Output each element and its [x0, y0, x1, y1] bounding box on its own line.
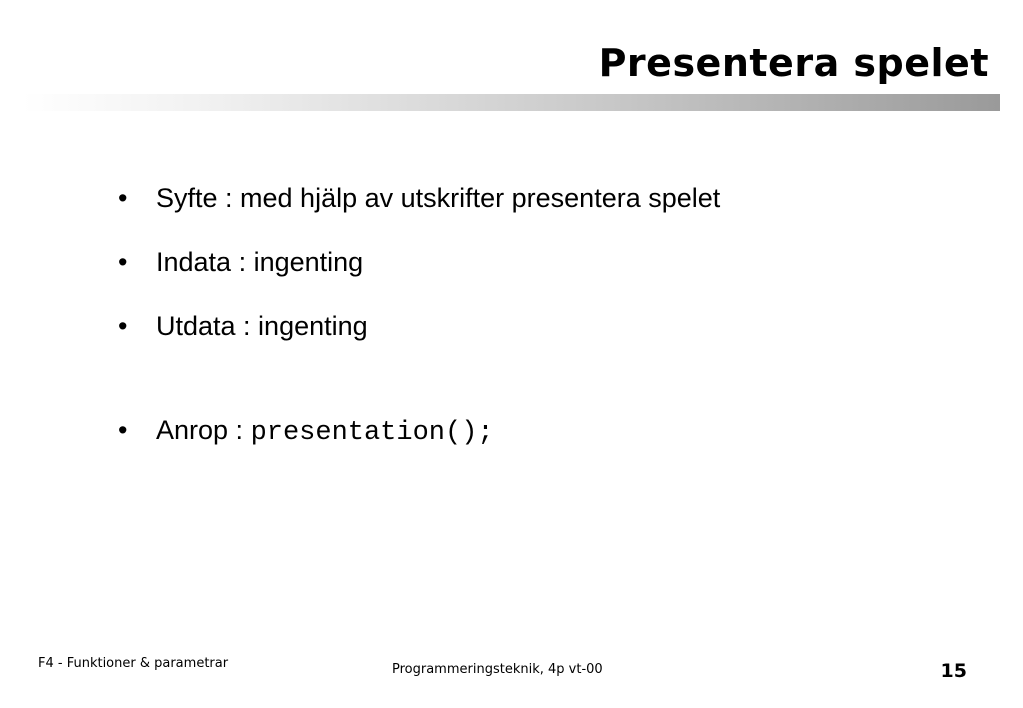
bullet-dot-icon: • [118, 311, 128, 341]
bullet-text: Indata : ingenting [156, 247, 364, 277]
bullet-dot-icon: • [118, 415, 128, 445]
bullet-list [118, 178, 720, 474]
bullet-item-utdata [118, 306, 720, 346]
code-snippet: presentation(); [250, 418, 494, 448]
page-number: 15 [940, 660, 967, 682]
title-underline-bar [22, 94, 1000, 111]
footer-course-name: Programmeringsteknik, 4p vt-00 [392, 662, 603, 677]
bullet-text: Utdata : ingenting [156, 311, 368, 341]
footer-lecture-title: F4 - Funktioner & parametrar [38, 656, 229, 671]
bullet-dot-icon: • [118, 183, 128, 213]
bullet-item-indata [118, 242, 720, 282]
bullet-text: Syfte : med hjälp av utskrifter presentera spelet [156, 183, 721, 213]
bullet-item-anrop [118, 410, 720, 450]
slide-title: Presentera spelet [598, 41, 989, 85]
bullet-dot-icon: • [118, 247, 128, 277]
bullet-item-syfte [118, 178, 720, 218]
bullet-text: Anrop : [156, 415, 251, 445]
